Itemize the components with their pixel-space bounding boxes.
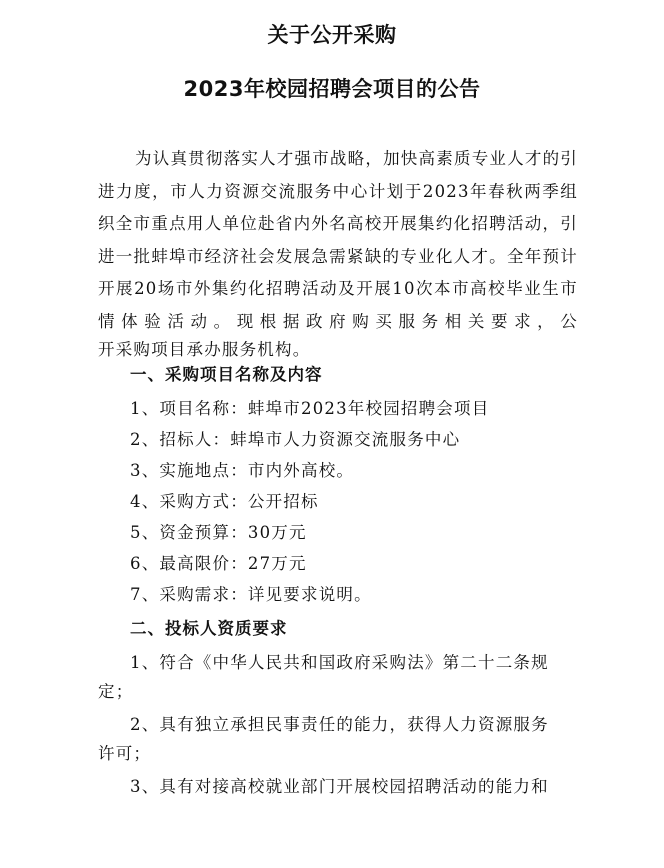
title-line-2: 2023年校园招聘会项目的公告 bbox=[183, 77, 481, 101]
section-1-heading: 一、采购项目名称及内容 bbox=[130, 365, 323, 384]
section-1-item-6: 6、最高限价：27万元 bbox=[130, 554, 307, 573]
section-1-item-7: 7、采购需求：详见要求说明。 bbox=[130, 585, 372, 604]
intro-paragraph-tail: 开采购项目承办服务机构。 bbox=[98, 340, 311, 359]
section-2-item-1-line-2: 定； bbox=[98, 682, 134, 701]
section-1-item-5: 5、资金预算：30万元 bbox=[130, 523, 307, 542]
section-1-item-4: 4、采购方式：公开招标 bbox=[130, 492, 319, 511]
section-2-item-2-line-1: 2、具有独立承担民事责任的能力，获得人力资源服务 bbox=[130, 715, 549, 734]
title-line-1: 关于公开采购 bbox=[267, 23, 397, 47]
section-1-item-3: 3、实施地点：市内外高校。 bbox=[130, 461, 355, 480]
section-1-item-2: 2、招标人：蚌埠市人力资源交流服务中心 bbox=[130, 430, 461, 449]
section-2-item-3-line-1: 3、具有对接高校就业部门开展校园招聘活动的能力和 bbox=[130, 777, 549, 796]
section-2-item-1-line-1: 1、符合《中华人民共和国政府采购法》第二十二条规 bbox=[130, 653, 549, 672]
section-2-heading: 二、投标人资质要求 bbox=[130, 619, 288, 638]
section-1-item-1: 1、项目名称：蚌埠市2023年校园招聘会项目 bbox=[130, 399, 490, 418]
section-2-item-2-line-2: 许可； bbox=[98, 744, 152, 763]
intro-paragraph: 为认真贯彻落实人才强市战略，加快高素质专业人才的引进力度，市人力资源交流服务中心计划于2023年春秋两季组织全市重点用人单位赴省内外名高校开展集约化招聘活动，引进一批蚌埠市经济社会发展急需紧缺的专业化人才。全年预计开展20场市外集约化招聘活动及开展10次本市高校毕业生市情体验活动。现根据政府购买服务相关要求，公 bbox=[98, 149, 578, 331]
